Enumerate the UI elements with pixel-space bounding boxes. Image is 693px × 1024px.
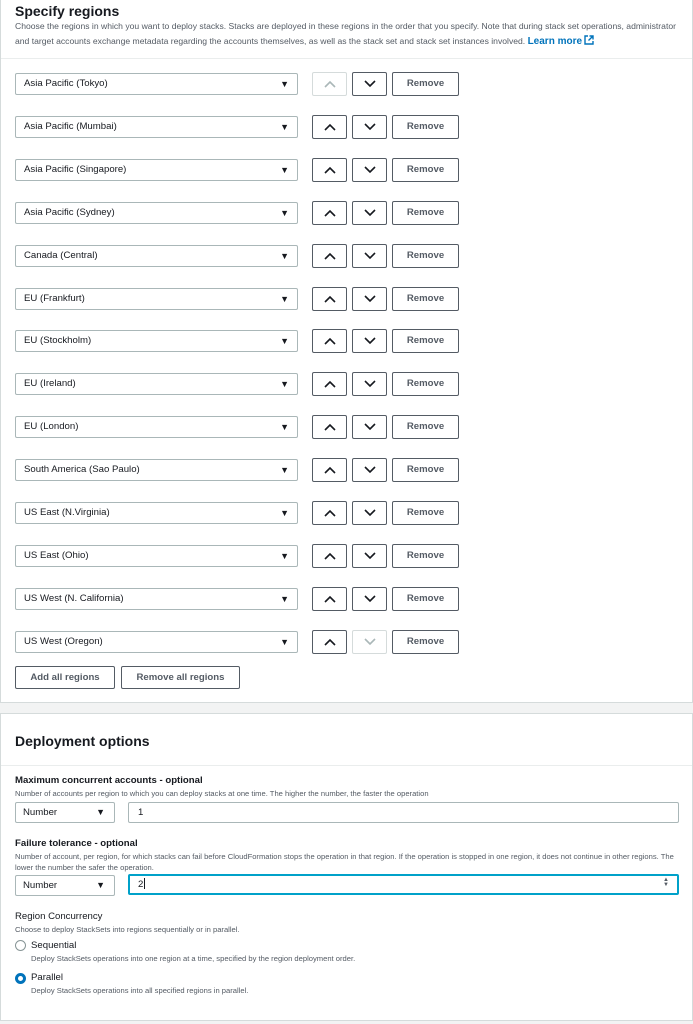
region-select[interactable] bbox=[15, 330, 298, 352]
chevron-up-icon bbox=[324, 461, 336, 479]
remove-region-button[interactable]: Remove bbox=[392, 544, 459, 568]
chevron-up-icon bbox=[324, 247, 336, 265]
region-row bbox=[15, 245, 465, 269]
max-concurrent-input[interactable] bbox=[128, 802, 679, 823]
move-up-button[interactable] bbox=[312, 372, 347, 396]
parallel-label[interactable]: Parallel bbox=[31, 972, 63, 983]
learn-more-label: Learn more bbox=[527, 36, 583, 47]
chevron-down-icon bbox=[364, 590, 376, 608]
move-up-button[interactable] bbox=[312, 458, 347, 482]
region-select[interactable] bbox=[15, 502, 298, 524]
region-select-value: US East (N.Virginia) bbox=[24, 507, 110, 518]
caret-down-icon: ▼ bbox=[280, 550, 289, 561]
chevron-down-icon bbox=[364, 418, 376, 436]
remove-region-button[interactable]: Remove bbox=[392, 630, 459, 654]
chevron-down-icon bbox=[364, 118, 376, 136]
region-select[interactable] bbox=[15, 73, 298, 95]
chevron-up-icon bbox=[324, 118, 336, 136]
move-down-button[interactable] bbox=[352, 158, 387, 182]
caret-down-icon: ▼ bbox=[280, 422, 289, 433]
add-all-regions-button[interactable]: Add all regions bbox=[15, 666, 115, 689]
region-select[interactable] bbox=[15, 202, 298, 224]
region-select[interactable] bbox=[15, 631, 298, 653]
chevron-up-icon bbox=[324, 547, 336, 565]
sequential-label[interactable]: Sequential bbox=[31, 940, 77, 951]
caret-down-icon: ▼ bbox=[280, 636, 289, 647]
caret-down-icon: ▼ bbox=[280, 79, 289, 89]
chevron-down-icon bbox=[364, 547, 376, 565]
caret-down-icon: ▼ bbox=[280, 293, 289, 304]
chevron-up-icon bbox=[324, 633, 336, 651]
deployment-options-panel bbox=[0, 713, 693, 1021]
spinner-icon[interactable]: ▲ ▼ bbox=[663, 877, 669, 888]
failure-tolerance-label: Failure tolerance - optional bbox=[15, 838, 138, 849]
failure-tolerance-type-select[interactable] bbox=[15, 875, 115, 896]
remove-region-button[interactable]: Remove bbox=[392, 458, 459, 482]
chevron-up-icon bbox=[324, 290, 336, 308]
panel-description bbox=[15, 19, 680, 49]
move-up-button[interactable] bbox=[312, 158, 347, 182]
remove-region-button[interactable]: Remove bbox=[392, 201, 459, 225]
external-link-icon bbox=[584, 35, 594, 45]
move-down-button[interactable] bbox=[352, 244, 387, 268]
region-concurrency-label: Region Concurrency bbox=[15, 911, 103, 922]
region-row bbox=[15, 159, 465, 183]
remove-region-button[interactable]: Remove bbox=[392, 72, 459, 96]
move-down-button[interactable] bbox=[352, 415, 387, 439]
region-select-value: EU (Stockholm) bbox=[24, 335, 92, 347]
chevron-up-icon bbox=[324, 204, 336, 222]
move-up-button[interactable] bbox=[312, 415, 347, 439]
region-row bbox=[15, 116, 465, 140]
region-row bbox=[15, 288, 465, 312]
move-down-button[interactable] bbox=[352, 329, 387, 353]
region-select[interactable] bbox=[15, 245, 298, 267]
select-value: Number bbox=[23, 880, 58, 891]
chevron-down-icon bbox=[364, 247, 376, 265]
region-select-value: Asia Pacific (Tokyo) bbox=[24, 78, 108, 89]
region-select[interactable] bbox=[15, 288, 298, 310]
region-select[interactable] bbox=[15, 416, 298, 438]
chevron-up-icon bbox=[324, 332, 336, 350]
sequential-description: Deploy StackSets operations into one region at a time, specified by the region deployment order. bbox=[31, 954, 356, 963]
caret-down-icon: ▼ bbox=[280, 508, 289, 518]
max-concurrent-label: Maximum concurrent accounts - optional bbox=[15, 775, 203, 786]
region-select-value: EU (London) bbox=[24, 421, 79, 433]
remove-region-button[interactable]: Remove bbox=[392, 244, 459, 268]
move-down-button[interactable] bbox=[352, 201, 387, 225]
move-down-button[interactable] bbox=[352, 287, 387, 311]
move-down-button[interactable] bbox=[352, 115, 387, 139]
move-up-button[interactable] bbox=[312, 501, 347, 525]
region-concurrency-description: Choose to deploy StackSets into regions sequentially or in parallel. bbox=[15, 925, 240, 934]
parallel-description: Deploy StackSets operations into all specified regions in parallel. bbox=[31, 986, 249, 995]
deployment-title: Deployment options bbox=[15, 733, 150, 749]
move-up-button[interactable] bbox=[312, 630, 347, 654]
region-row bbox=[15, 416, 465, 440]
region-row bbox=[15, 588, 465, 612]
remove-region-button[interactable]: Remove bbox=[392, 501, 459, 525]
region-select[interactable] bbox=[15, 459, 298, 481]
move-down-button[interactable] bbox=[352, 501, 387, 525]
caret-down-icon: ▼ bbox=[96, 807, 105, 817]
move-up-button[interactable] bbox=[312, 201, 347, 225]
region-select-value: US West (Oregon) bbox=[24, 635, 103, 647]
chevron-up-icon bbox=[324, 375, 336, 393]
move-up-button[interactable] bbox=[312, 587, 347, 611]
chevron-up-icon bbox=[324, 161, 336, 179]
max-concurrent-description: Number of accounts per region to which you can deploy stacks at one time. The higher the number, the faster the operation bbox=[15, 789, 429, 798]
region-row bbox=[15, 202, 465, 226]
chevron-down-icon bbox=[364, 204, 376, 222]
region-select[interactable] bbox=[15, 545, 298, 567]
chevron-up-icon bbox=[324, 418, 336, 436]
move-up-button[interactable] bbox=[312, 329, 347, 353]
remove-region-button[interactable]: Remove bbox=[392, 115, 459, 139]
caret-down-icon: ▼ bbox=[280, 336, 289, 347]
input-value: 2 bbox=[138, 879, 144, 890]
region-select[interactable] bbox=[15, 373, 298, 395]
parallel-radio[interactable] bbox=[15, 973, 26, 984]
sequential-radio[interactable] bbox=[15, 940, 26, 951]
move-down-button[interactable] bbox=[352, 458, 387, 482]
region-select-value: US West (N. California) bbox=[24, 592, 124, 604]
region-row bbox=[15, 459, 465, 483]
region-select-value: Asia Pacific (Mumbai) bbox=[24, 120, 117, 132]
caret-down-icon: ▼ bbox=[280, 121, 289, 132]
chevron-down-icon bbox=[364, 290, 376, 308]
region-row bbox=[15, 373, 465, 397]
region-select[interactable] bbox=[15, 588, 298, 610]
move-down-button[interactable] bbox=[352, 372, 387, 396]
caret-down-icon: ▼ bbox=[280, 465, 289, 476]
divider bbox=[1, 58, 692, 59]
region-row bbox=[15, 545, 465, 569]
text-cursor bbox=[144, 878, 145, 889]
region-row bbox=[15, 73, 465, 97]
chevron-down-icon bbox=[364, 75, 376, 93]
max-concurrent-type-select[interactable] bbox=[15, 802, 115, 823]
move-up-button[interactable] bbox=[312, 72, 347, 96]
region-select-value: Asia Pacific (Sydney) bbox=[24, 206, 115, 218]
move-down-button[interactable] bbox=[352, 544, 387, 568]
caret-down-icon: ▼ bbox=[280, 593, 289, 604]
caret-down-icon: ▼ bbox=[280, 250, 289, 261]
caret-down-icon: ▼ bbox=[280, 379, 289, 390]
divider bbox=[1, 765, 692, 766]
chevron-down-icon bbox=[364, 332, 376, 350]
select-value: Number bbox=[23, 807, 58, 818]
region-row bbox=[15, 330, 465, 354]
move-up-button[interactable] bbox=[312, 544, 347, 568]
region-select-value: EU (Ireland) bbox=[24, 378, 76, 390]
region-select-value: US East (Ohio) bbox=[24, 549, 89, 561]
remove-region-button[interactable]: Remove bbox=[392, 372, 459, 396]
caret-down-icon: ▼ bbox=[280, 164, 289, 175]
region-select-value: EU (Frankfurt) bbox=[24, 292, 85, 304]
region-select[interactable] bbox=[15, 159, 298, 181]
description-text: Choose the regions in which you want to deploy stacks. Stacks are deployed in these regions in the order that you specify. Note that during stack set operations, administrator and target accounts exchange metadata regarding the accounts themselves, as well as the stack set and stack set instances involved. bbox=[15, 21, 676, 46]
remove-region-button[interactable]: Remove bbox=[392, 158, 459, 182]
region-row bbox=[15, 502, 465, 526]
chevron-down-icon bbox=[364, 504, 376, 522]
remove-region-button[interactable]: Remove bbox=[392, 329, 459, 353]
remove-all-regions-button[interactable]: Remove all regions bbox=[121, 666, 240, 689]
chevron-up-icon bbox=[324, 504, 336, 522]
region-select-value: Canada (Central) bbox=[24, 249, 98, 261]
chevron-up-icon bbox=[324, 75, 336, 93]
caret-down-icon: ▼ bbox=[96, 880, 105, 890]
move-up-button[interactable] bbox=[312, 115, 347, 139]
chevron-up-icon bbox=[324, 590, 336, 608]
caret-down-icon: ▼ bbox=[280, 207, 289, 218]
region-select[interactable] bbox=[15, 116, 298, 138]
move-down-button[interactable] bbox=[352, 72, 387, 96]
learn-more-link[interactable] bbox=[528, 36, 594, 47]
move-up-button[interactable] bbox=[312, 244, 347, 268]
chevron-down-icon bbox=[364, 375, 376, 393]
region-select-value: South America (Sao Paulo) bbox=[24, 464, 140, 476]
remove-region-button[interactable]: Remove bbox=[392, 415, 459, 439]
chevron-down-icon bbox=[364, 161, 376, 179]
region-row bbox=[15, 631, 465, 655]
failure-tolerance-input[interactable] bbox=[128, 874, 679, 895]
move-down-button[interactable] bbox=[352, 587, 387, 611]
remove-region-button[interactable]: Remove bbox=[392, 287, 459, 311]
move-up-button[interactable] bbox=[312, 287, 347, 311]
failure-tolerance-description: Number of account, per region, for which stacks can fail before CloudFormation stops the operation in that region. If the operation is stopped in one region, it does not continue in other regions. The lower the number the safer the operation. bbox=[15, 852, 674, 872]
input-value: 1 bbox=[138, 807, 144, 818]
panel-title: Specify regions bbox=[15, 3, 120, 19]
remove-region-button[interactable]: Remove bbox=[392, 587, 459, 611]
chevron-down-icon bbox=[364, 461, 376, 479]
region-select-value: Asia Pacific (Singapore) bbox=[24, 163, 127, 175]
move-down-button[interactable] bbox=[352, 630, 387, 654]
chevron-down-icon bbox=[364, 633, 376, 651]
